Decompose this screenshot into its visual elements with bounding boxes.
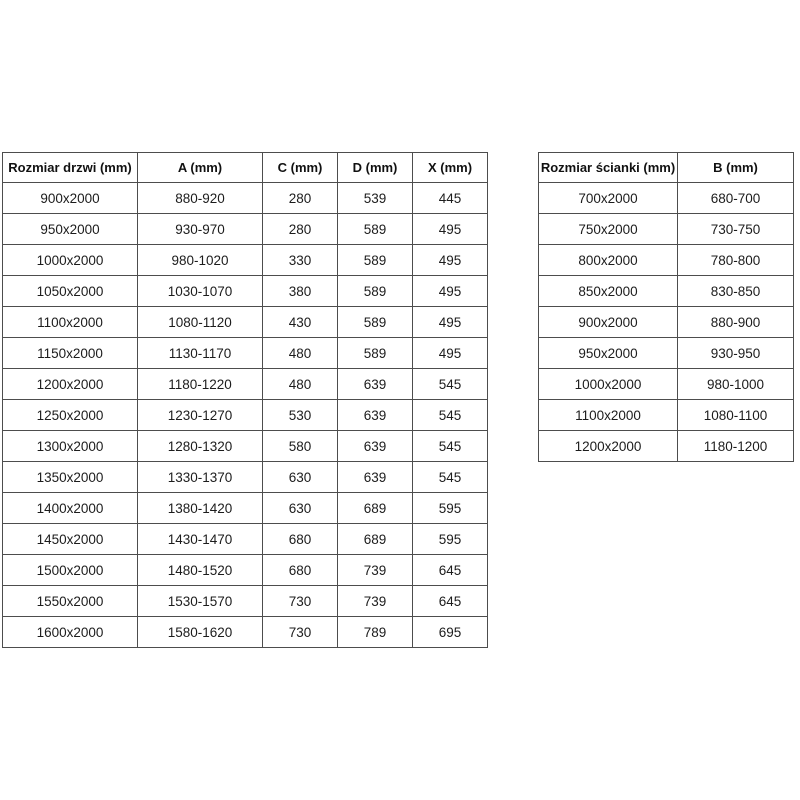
table-cell: 750x2000 — [539, 214, 678, 245]
door-size-table — [2, 152, 488, 648]
table-cell: 695 — [413, 617, 488, 648]
table-row — [3, 524, 488, 555]
table-cell: 630 — [263, 462, 338, 493]
table-row — [539, 307, 794, 338]
table-cell: 880-900 — [678, 307, 794, 338]
table-cell: 1200x2000 — [539, 431, 678, 462]
table-row — [539, 214, 794, 245]
table-cell: 1080-1100 — [678, 400, 794, 431]
table-cell: 639 — [338, 369, 413, 400]
table-cell: 645 — [413, 586, 488, 617]
table-cell: 589 — [338, 214, 413, 245]
table-row — [3, 183, 488, 214]
table-row — [539, 276, 794, 307]
table-cell: 545 — [413, 431, 488, 462]
table-cell: 545 — [413, 400, 488, 431]
table-cell: 739 — [338, 586, 413, 617]
table-cell: 739 — [338, 555, 413, 586]
table-cell: 1180-1220 — [138, 369, 263, 400]
table-cell: 1430-1470 — [138, 524, 263, 555]
table-cell: 1500x2000 — [3, 555, 138, 586]
table-cell: 789 — [338, 617, 413, 648]
table-cell: 1300x2000 — [3, 431, 138, 462]
table-cell: 1000x2000 — [539, 369, 678, 400]
table-cell: 1050x2000 — [3, 276, 138, 307]
column-header: Rozmiar drzwi (mm) — [3, 153, 138, 183]
table-cell: 1550x2000 — [3, 586, 138, 617]
table-cell: 1380-1420 — [138, 493, 263, 524]
table-cell: 495 — [413, 276, 488, 307]
table-cell: 1100x2000 — [539, 400, 678, 431]
table-cell: 680-700 — [678, 183, 794, 214]
table-row — [3, 338, 488, 369]
table-cell: 1530-1570 — [138, 586, 263, 617]
table-cell: 1280-1320 — [138, 431, 263, 462]
table-row — [539, 183, 794, 214]
table-cell: 689 — [338, 493, 413, 524]
table-cell: 639 — [338, 462, 413, 493]
table-cell: 1350x2000 — [3, 462, 138, 493]
column-header: X (mm) — [413, 153, 488, 183]
table-cell: 1330-1370 — [138, 462, 263, 493]
column-header: B (mm) — [678, 153, 794, 183]
table-row — [3, 307, 488, 338]
table-cell: 700x2000 — [539, 183, 678, 214]
table-cell: 1230-1270 — [138, 400, 263, 431]
table-row — [3, 214, 488, 245]
table-cell: 1150x2000 — [3, 338, 138, 369]
table-cell: 539 — [338, 183, 413, 214]
table-cell: 1080-1120 — [138, 307, 263, 338]
table-cell: 730 — [263, 586, 338, 617]
table-cell: 480 — [263, 369, 338, 400]
table-cell: 1000x2000 — [3, 245, 138, 276]
table-cell: 730 — [263, 617, 338, 648]
table-cell: 495 — [413, 307, 488, 338]
table-cell: 980-1020 — [138, 245, 263, 276]
table-row — [539, 369, 794, 400]
table-cell: 900x2000 — [539, 307, 678, 338]
table-cell: 1180-1200 — [678, 431, 794, 462]
table-row — [539, 338, 794, 369]
table-cell: 280 — [263, 183, 338, 214]
table-cell: 580 — [263, 431, 338, 462]
table-cell: 689 — [338, 524, 413, 555]
table-row — [3, 369, 488, 400]
table-cell: 930-950 — [678, 338, 794, 369]
table-row — [3, 276, 488, 307]
column-header: Rozmiar ścianki (mm) — [539, 153, 678, 183]
table-cell: 545 — [413, 462, 488, 493]
table-cell: 595 — [413, 493, 488, 524]
table-cell: 780-800 — [678, 245, 794, 276]
table-cell: 595 — [413, 524, 488, 555]
table-cell: 495 — [413, 214, 488, 245]
table-cell: 330 — [263, 245, 338, 276]
table-row — [3, 555, 488, 586]
table-cell: 980-1000 — [678, 369, 794, 400]
table-cell: 545 — [413, 369, 488, 400]
table-cell: 495 — [413, 338, 488, 369]
table-cell: 1480-1520 — [138, 555, 263, 586]
table-cell: 445 — [413, 183, 488, 214]
table-cell: 830-850 — [678, 276, 794, 307]
table-cell: 730-750 — [678, 214, 794, 245]
table-cell: 1200x2000 — [3, 369, 138, 400]
table-cell: 680 — [263, 524, 338, 555]
table-row — [3, 400, 488, 431]
table-cell: 880-920 — [138, 183, 263, 214]
table-row — [3, 493, 488, 524]
table-header-row — [3, 153, 488, 183]
table-cell: 480 — [263, 338, 338, 369]
table-cell: 589 — [338, 338, 413, 369]
table-cell: 950x2000 — [539, 338, 678, 369]
table-row — [539, 245, 794, 276]
table-cell: 430 — [263, 307, 338, 338]
table-cell: 900x2000 — [3, 183, 138, 214]
table-row — [539, 431, 794, 462]
table-cell: 1030-1070 — [138, 276, 263, 307]
table-cell: 930-970 — [138, 214, 263, 245]
wall-size-table — [538, 152, 794, 462]
table-cell: 380 — [263, 276, 338, 307]
table-header-row — [539, 153, 794, 183]
table-cell: 639 — [338, 400, 413, 431]
table-row — [3, 617, 488, 648]
table-cell: 850x2000 — [539, 276, 678, 307]
table-cell: 1600x2000 — [3, 617, 138, 648]
table-cell: 950x2000 — [3, 214, 138, 245]
table-cell: 530 — [263, 400, 338, 431]
table-cell: 645 — [413, 555, 488, 586]
column-header: D (mm) — [338, 153, 413, 183]
table-cell: 1250x2000 — [3, 400, 138, 431]
column-header: C (mm) — [263, 153, 338, 183]
table-cell: 800x2000 — [539, 245, 678, 276]
table-cell: 589 — [338, 276, 413, 307]
table-cell: 630 — [263, 493, 338, 524]
table-cell: 1400x2000 — [3, 493, 138, 524]
table-cell: 589 — [338, 245, 413, 276]
table-cell: 1100x2000 — [3, 307, 138, 338]
table-cell: 1580-1620 — [138, 617, 263, 648]
table-cell: 1450x2000 — [3, 524, 138, 555]
table-cell: 495 — [413, 245, 488, 276]
table-row — [3, 586, 488, 617]
table-cell: 280 — [263, 214, 338, 245]
table-cell: 680 — [263, 555, 338, 586]
table-cell: 589 — [338, 307, 413, 338]
table-row — [3, 245, 488, 276]
table-row — [3, 462, 488, 493]
table-cell: 639 — [338, 431, 413, 462]
table-cell: 1130-1170 — [138, 338, 263, 369]
column-header: A (mm) — [138, 153, 263, 183]
table-row — [3, 431, 488, 462]
table-row — [539, 400, 794, 431]
